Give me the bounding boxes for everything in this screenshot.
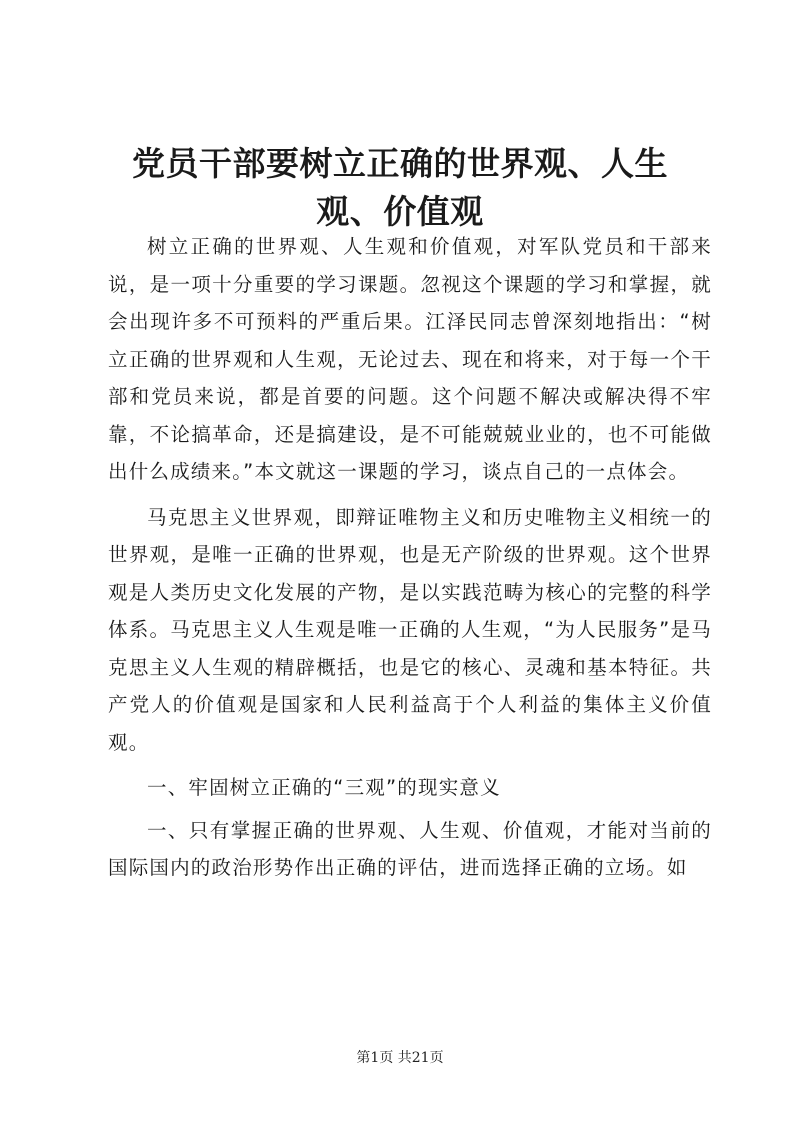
paragraph-intro: 树立正确的世界观、人生观和价值观，对军队党员和干部来说，是一项十分重要的学习课题。忽视这个课题的学习和掌握，就会出现许多不可预料的严重后果。江泽民同志曾深刻地指出：“树立正确的世界观和人生观，无论过去、现在和将来，对于每一个干部和党员来说，都是首要的问题。这个问题不解决或解决得不牢靠，不论搞革命，还是搞建设，是不可能兢兢业业的，也不可能做出什么成绩来。”本文就这一课题的学习，谈点自己的一点体会。 [108, 235, 712, 483]
paragraph-marxist-worldview: 马克思主义世界观，即辩证唯物主义和历史唯物主义相统一的世界观，是唯一正确的世界观，也是无产阶级的世界观。这个世界观是人类历史文化发展的产物，是以实践范畴为核心的完整的科学体系。马克思主义人生观是唯一正确的人生观，“为人民服务”是马克思主义人生观的精辟概括，也是它的核心、灵魂和基本特征。共产党人的价值观是国家和人民利益高于个人利益的集体主义价值观。 [108, 505, 712, 754]
page-number-footer: 第1页 共21页 [356, 1050, 444, 1066]
section-heading: 一、牢固树立正确的“三观”的现实意义 [147, 776, 501, 799]
document-body [108, 228, 712, 895]
paragraph-point-one: 一、只有掌握正确的世界观、人生观、价值观，才能对当前的国际国内的政治形势作出正确的评估，进而选择正确的立场。如 [108, 818, 712, 879]
document-title: 党员干部要树立正确的世界观、人生观、价值观 [132, 144, 668, 231]
